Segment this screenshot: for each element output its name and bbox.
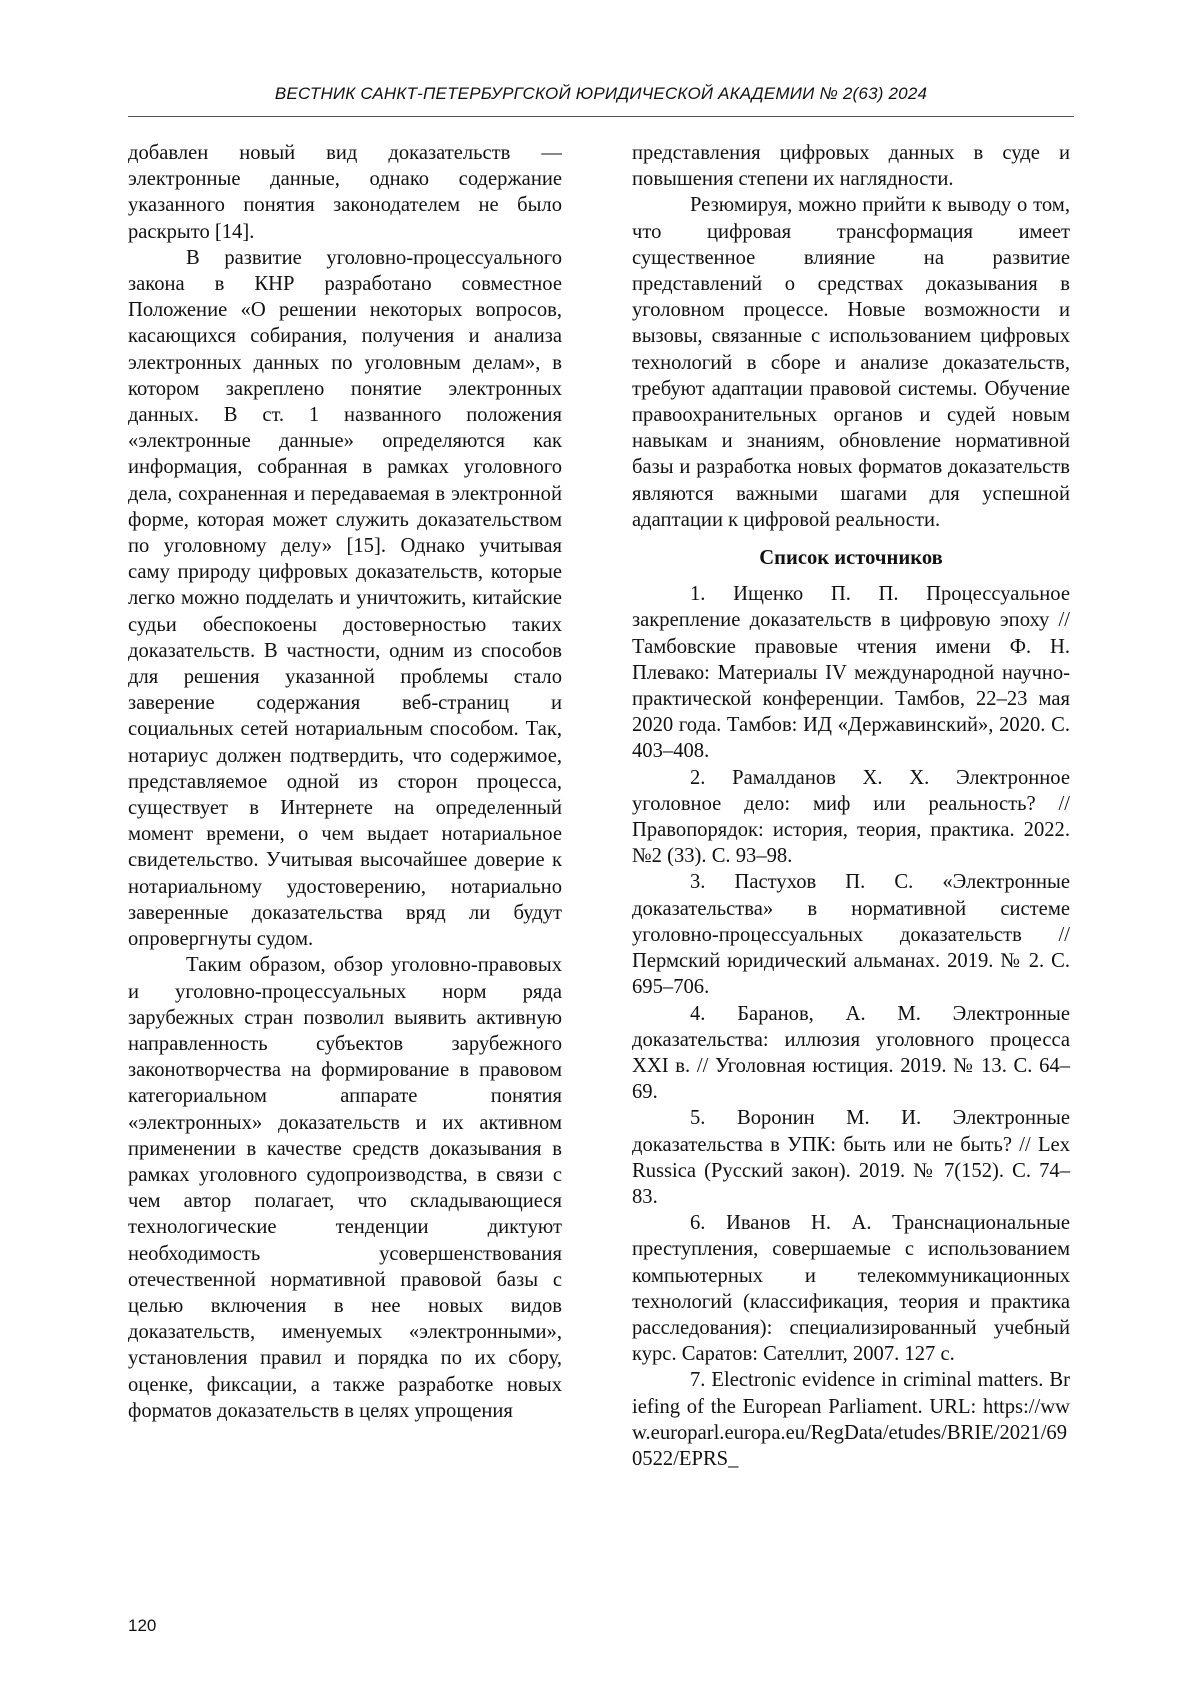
paragraph: Таким образом, обзор уголовно-правовых и уголовно-процессуальных норм ряда зарубежных стран позволил выявить активную направленность субъектов зарубежного законотворчества на формирование в правовом категориальном аппарате понятия «электронных» доказательств и их активном применении в качестве средств доказывания в рамках уголовного судопроизводства, в связи с чем автор полагает, что складывающиеся технологические тенденции диктуют необходимость усовершенствования отечественной нормативной правовой базы с целью включения в нее новых видов доказательств, именуемых «электронными», установления правил и порядка по их сбору, оценке, фиксации, а также разработке новых форматов доказательств в целях упрощения <box>128 954 562 1422</box>
reference-item: 6. Иванов Н. А. Транснациональные преступления, совершаемые с использованием компьютерных и телекоммуникационных технологий (классификация, теория и практика расследования): специализированный учебный курс. Саратов: Сателлит, 2007. 127 с. <box>632 1212 1070 1366</box>
reference-item: 5. Воронин М. И. Электронные доказательства в УПК: быть или не быть? // Lex Russica (Русский закон). 2019. № 7(152). С. 74–83. <box>632 1107 1070 1208</box>
paragraph: В развитие уголовно-процессуального закона в КНР разработано совместное Положение «О решении некоторых вопросов, касающихся собирания, получения и анализа электронных данных по уголовным делам», в котором закреплено понятие электронных данных. В ст. 1 названного положения «электронные данные» определяются как информация, собранная в рамках уголовного дела, сохраненная и передаваемая в электронной форме, которая может служить доказательством по уголовному делу» [15]. Однако учитывая саму природу цифровых доказательств, которые легко можно подделать и уничтожить, китайские судьи обеспокоены достоверностью таких доказательств. В частности, одним из способов для решения указанной проблемы стало заверение содержания веб-страниц и социальных сетей нотариальным способом. Так, нотариус должен подтвердить, что содержимое, представляемое одной из сторон процесса, существует в Интернете на определенный момент времени, о чем выдает нотариальное свидетельство. Учитывая высочайшее доверие к нотариальному удостоверению, нотариально заверенные доказательства вряд ли будут опровергнуты судом. <box>128 246 562 951</box>
right-text-column <box>632 140 1070 1472</box>
references-heading: Список источников <box>759 547 943 570</box>
reference-item: 4. Баранов, А. М. Электронные доказательства: иллюзия уголовного процесса XXI в. // Уголовная юстиция. 2019. № 13. С. 64–69. <box>632 1002 1070 1104</box>
header-divider <box>128 116 1074 117</box>
reference-item: 2. Рамалданов Х. Х. Электронное уголовное дело: миф или реальность? // Правопорядок: история, теория, практика. 2022. №2 (33). С. 93–98. <box>632 766 1070 868</box>
page-number: 120 <box>128 1616 157 1635</box>
reference-item: 1. Ищенко П. П. Процессуальное закрепление доказательств в цифровую эпоху // Тамбовские правовые чтения имени Ф. Н. Плевако: Материалы IV международной научно-практической конференции. Тамбов, 22–23 мая 2020 года. Тамбов: ИД «Державинский», 2020. С. 403–408. <box>632 583 1070 763</box>
paragraph: Резюмируя, можно прийти к выводу о том, что цифровая трансформация имеет существенное влияние на развитие представлений о средствах доказывания в уголовном процессе. Новые возможности и вызовы, связанные с использованием цифровых технологий в сборе и анализе доказательств, требуют адаптации правовой системы. Обучение правоохранительных органов и судей новым навыкам и знаниям, обновление нормативной базы и разработка новых форматов доказательств являются важными шагами для успешной адаптации к цифровой реальности. <box>632 194 1070 531</box>
paragraph: представления цифровых данных в суде и повышения степени их наглядности. <box>632 142 1070 191</box>
paragraph: добавлен новый вид доказательств — электронные данные, однако содержание указанного понятия законодателем не было раскрыто [14]. <box>128 142 562 243</box>
reference-item: 3. Пастухов П. С. «Электронные доказательства» в нормативной системе уголовно-процессуальных доказательств // Пермский юридический альманах. 2019. № 2. С. 695–706. <box>632 871 1070 999</box>
journal-running-title: ВЕСТНИК САНКТ-ПЕТЕРБУРГСКОЙ ЮРИДИЧЕСКОЙ АКАДЕМИИ № 2(63) 2024 <box>274 84 928 103</box>
left-text-column <box>128 140 562 1424</box>
reference-item: 7. Electronic evidence in criminal matters. Briefing of the European Parliament. URL: https://www.europarl.europa.eu/RegData/etudes/BRIE/2021/690522/EPRS_ <box>632 1369 1070 1470</box>
